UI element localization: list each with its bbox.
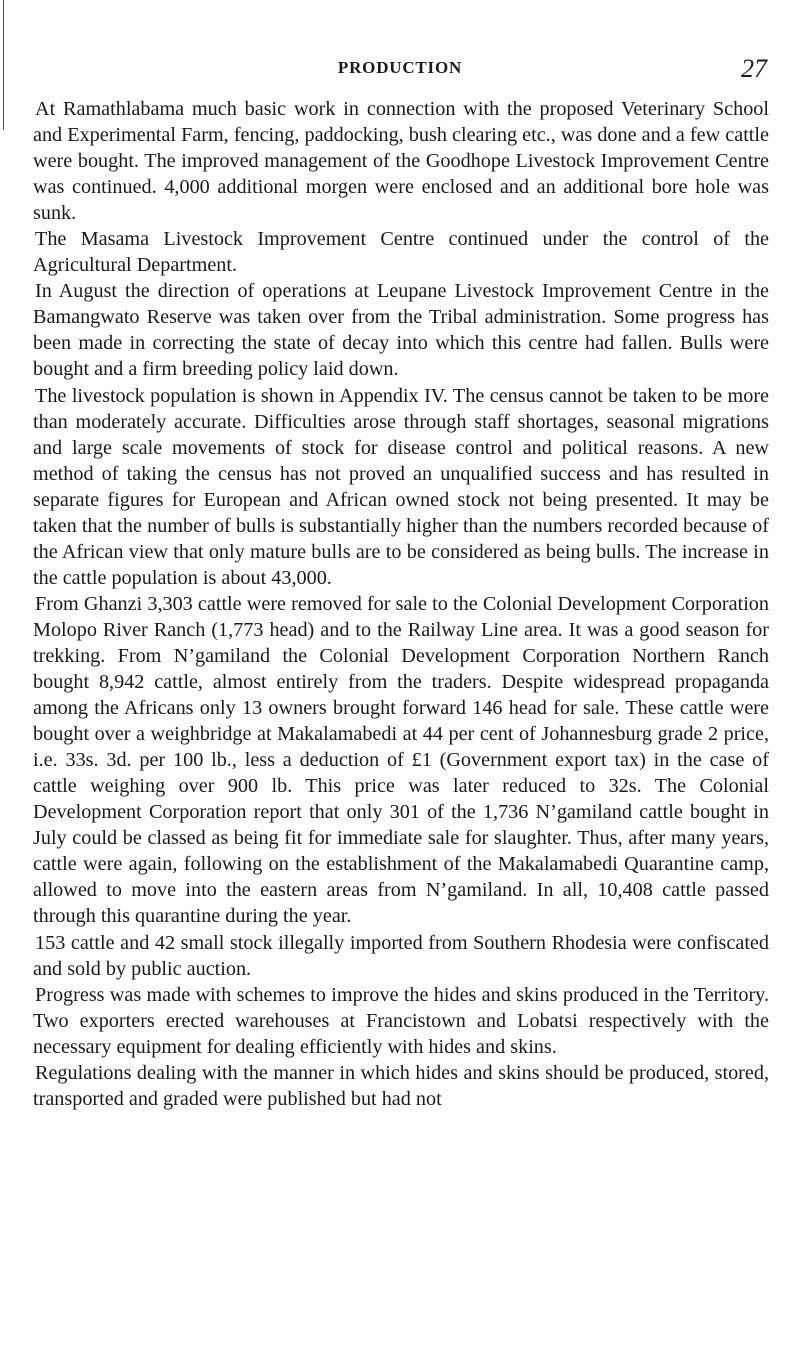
paragraph-confiscated-stock: 153 cattle and 42 small stock illegally imported from Southern Rhodesia were confiscated and sold by public auction. [33, 931, 769, 980]
paragraph-hides-skins: Progress was made with schemes to improve the hides and skins produced in the Territory. Two exporters erected warehouses at Francistown and Lobatsi respectively with the necessary equipment for dealing efficiently with hides and skins. [33, 983, 769, 1058]
page-header [0, 54, 800, 84]
paragraph-masama: The Masama Livestock Improvement Centre continued under the control of the Agricultural Department. [33, 228, 769, 277]
paragraph-livestock-census: The livestock population is shown in Appendix IV. The census cannot be taken to be more than moderately accurate. Difficulties arose through staff shortages, seasonal migrations and large scale movements of stock for disease control and political reasons. A new method of taking the census has not proved an unqualified success and has resulted in separate figures for European and African owned stock not being presented. It may be taken that the number of bulls is substantially higher than the numbers recorded because of the African view that only mature bulls are to be considered as being bulls. The increase in the cattle population is about 43,000. [33, 384, 769, 589]
paragraph-ramathlabama: At Ramathlabama much basic work in connection with the proposed Veterinary School and Experimental Farm, fencing, paddocking, bush clearing etc., was done and a few cattle were bought. The improved management of the Goodhope Livestock Improvement Centre was continued. 4,000 additional morgen were enclosed and an additional bore hole was sunk. [33, 98, 769, 225]
paragraph-ghanzi-ngamiland: From Ghanzi 3,303 cattle were removed for sale to the Colonial Development Corporation Molopo River Ranch (1,773 head) and to the Railway Line area. It was a good season for trekking. From N’gamiland the Colonial Development Corporation Northern Ranch bought 8,942 cattle, almost entirely from the traders. Despite widespread propaganda among the Africans only 13 owners brought forward 146 head for sale. These cattle were bought over a weighbridge at Makalamabedi at 44 per cent of Johannesburg grade 2 price, i.e. 33s. 3d. per 100 lb., less a deduction of £1 (Government export tax) in the case of cattle weighing over 900 lb. This price was later reduced to 32s. The Colonial Development Corporation report that only 301 of the 1,736 N’gamiland cattle bought in July could be classed as being fit for immediate sale for slaughter. Thus, after many years, cattle were again, following on the establishment of the Makalamabedi Quarantine camp, allowed to move into the eastern areas from N’gamiland. In all, 10,408 cattle passed through this quarantine during the year. [33, 592, 769, 928]
paragraph-leupane: In August the direction of operations at Leupane Livestock Improvement Centre in the Bamangwato Reserve was taken over from the Tribal administration. Some progress has been made in correcting the state of decay into which this centre had fallen. Bulls were bought and a firm breeding policy laid down. [33, 280, 769, 381]
running-title: PRODUCTION [337, 58, 463, 77]
body-text [33, 96, 769, 1112]
page-number: 27 [741, 54, 767, 83]
paragraph-regulations: Regulations dealing with the manner in which hides and skins should be produced, stored, transported and graded were published but had not [33, 1061, 769, 1110]
